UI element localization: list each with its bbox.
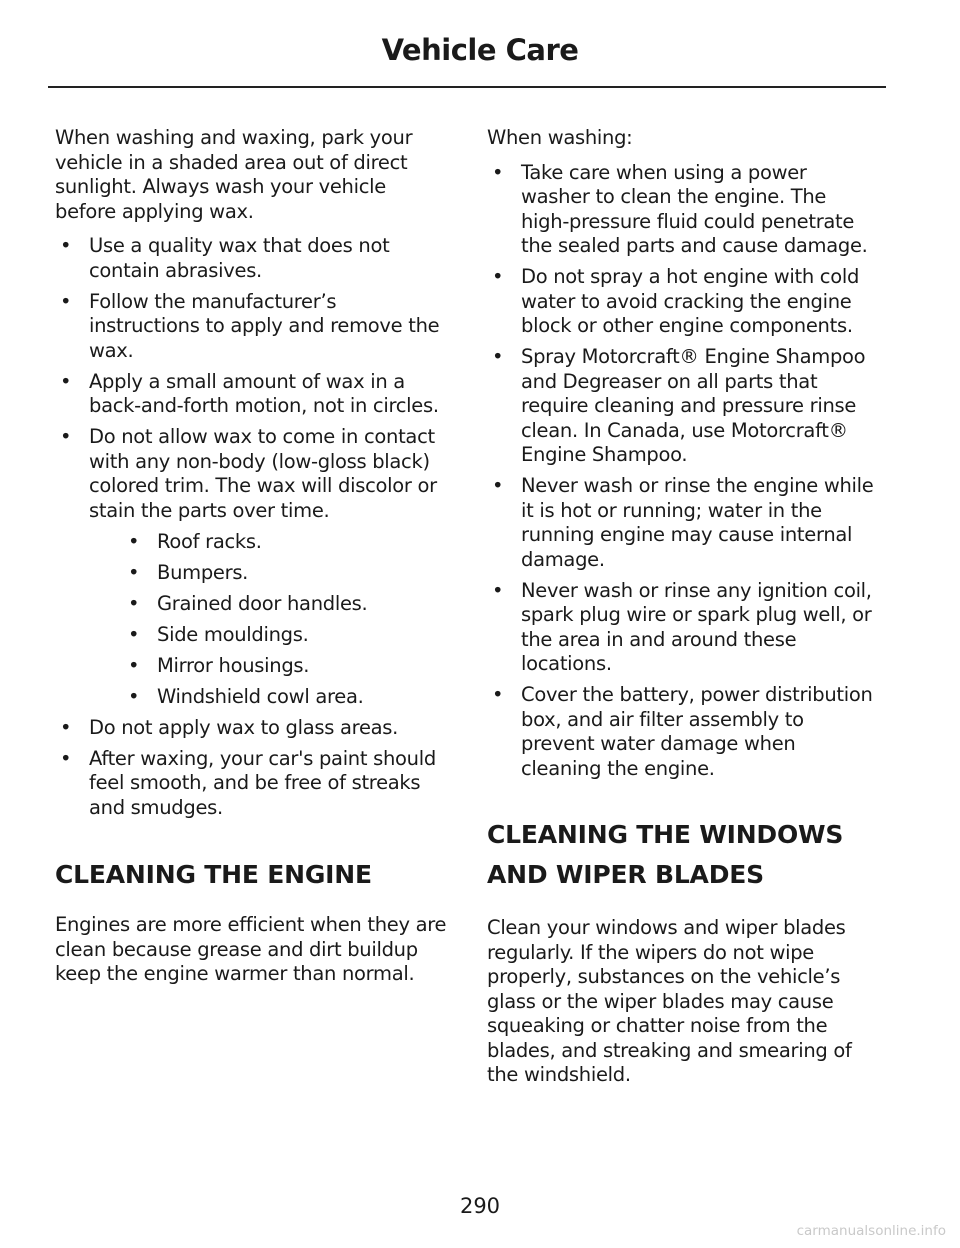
heading-line-1: CLEANING THE WINDOWS [487,820,844,849]
list-item-text: Spray Motorcraft® Engine Shampoo and Degreaser on all parts that require cleaning and pressure rinse clean. In Canada, use Motorcraft® Engine Shampoo. [521,345,866,466]
bullet-icon: • [128,653,140,677]
sub-list-item-text: Roof racks. [157,529,262,553]
bullet-icon: • [128,684,140,708]
sub-list-item [123,530,447,555]
list-item-text: After waxing, your car's paint should feel smooth, and be free of streaks and smudges. [89,746,436,819]
washing-label: When washing: [487,126,633,149]
list-item-text: Apply a small amount of wax in a back-and-forth motion, not in circles. [89,369,439,417]
sub-list-item [123,685,447,710]
washing-bullet-list [487,161,879,782]
list-item [55,747,447,821]
sub-list-item [123,592,447,617]
bullet-icon: • [60,369,72,393]
bullet-icon: • [128,529,140,553]
bullet-icon: • [492,345,504,368]
sub-list-item [123,654,447,679]
bullet-icon: • [60,425,72,448]
list-item-text: Do not spray a hot engine with cold water to avoid cracking the engine block or other engine components. [521,265,860,337]
list-item [487,579,879,677]
bullet-icon: • [128,622,140,646]
list-item [55,370,447,419]
page-number: 290 [459,1194,501,1218]
windows-paragraph: Clean your windows and wiper blades regularly. If the wipers do not wipe properly, substances on the vehicle’s glass or the wiper blades may cause squeaking or chatter noise from the blades, and streaking and smearing of the windshield. [487,916,852,1086]
list-item-text: Never wash or rinse any ignition coil, spark plug wire or spark plug well, or the area in and around these locations. [521,578,872,675]
list-item [487,474,879,572]
sub-list-item-text: Bumpers. [157,560,249,584]
left-column [55,126,447,997]
list-item-text: Use a quality wax that does not contain abrasives. [89,234,390,282]
sub-list-item-text: Grained door handles. [157,591,368,615]
sub-list-item-text: Windshield cowl area. [157,684,364,708]
trim-parts-sublist [89,530,447,710]
right-column [487,126,879,1098]
sub-list-item [123,623,447,648]
bullet-icon: • [492,683,504,706]
sub-list-item-text: Mirror housings. [157,653,310,677]
list-item-text: Never wash or rinse the engine while it is hot or running; water in the running engine may cause internal damage. [521,474,874,571]
list-item-text: Do not apply wax to glass areas. [89,715,399,739]
section-heading-cleaning-windows [487,815,879,895]
list-item [487,345,879,468]
list-item-text: Follow the manufacturer’s instructions to apply and remove the wax. [89,289,440,362]
bullet-icon: • [60,746,72,770]
bullet-icon: • [128,560,140,584]
list-item-text: Take care when using a power washer to clean the engine. The high-pressure fluid could penetrate the sealed parts and cause damage. [521,160,868,257]
list-item [55,425,447,709]
list-item [487,265,879,339]
heading-line-2: AND WIPER BLADES [487,860,764,889]
bullet-icon: • [492,265,504,288]
list-item-text: Do not allow wax to come in contact with any non-body (low-gloss black) colored trim. The wax will discolor or stain the parts over time. [89,425,437,522]
list-item [487,161,879,259]
list-item [55,716,447,741]
list-item-text: Cover the battery, power distribution box, and air filter assembly to prevent water damage when cleaning the engine. [521,683,873,780]
watermark: carmanualsonline.info [796,1223,946,1239]
waxing-bullet-list [55,234,447,820]
waxing-intro: When washing and waxing, park your vehicle in a shaded area out of direct sunlight. Always wash your vehicle before applying wax. [55,126,413,223]
bullet-icon: • [492,474,504,497]
bullet-icon: • [60,234,72,257]
bullet-icon: • [60,289,72,313]
sub-list-item-text: Side mouldings. [157,622,309,646]
list-item [55,234,447,283]
page-title: Vehicle Care [381,33,579,67]
bullet-icon: • [492,578,504,602]
bullet-icon: • [128,591,140,615]
section-heading-cleaning-engine: CLEANING THE ENGINE [55,860,372,889]
bullet-icon: • [492,160,504,184]
header-divider [48,86,886,88]
list-item [55,290,447,364]
sub-list-item [123,561,447,586]
bullet-icon: • [60,715,72,739]
engine-paragraph: Engines are more efficient when they are clean because grease and dirt buildup keep the engine warmer than normal. [55,913,447,985]
list-item [487,683,879,781]
